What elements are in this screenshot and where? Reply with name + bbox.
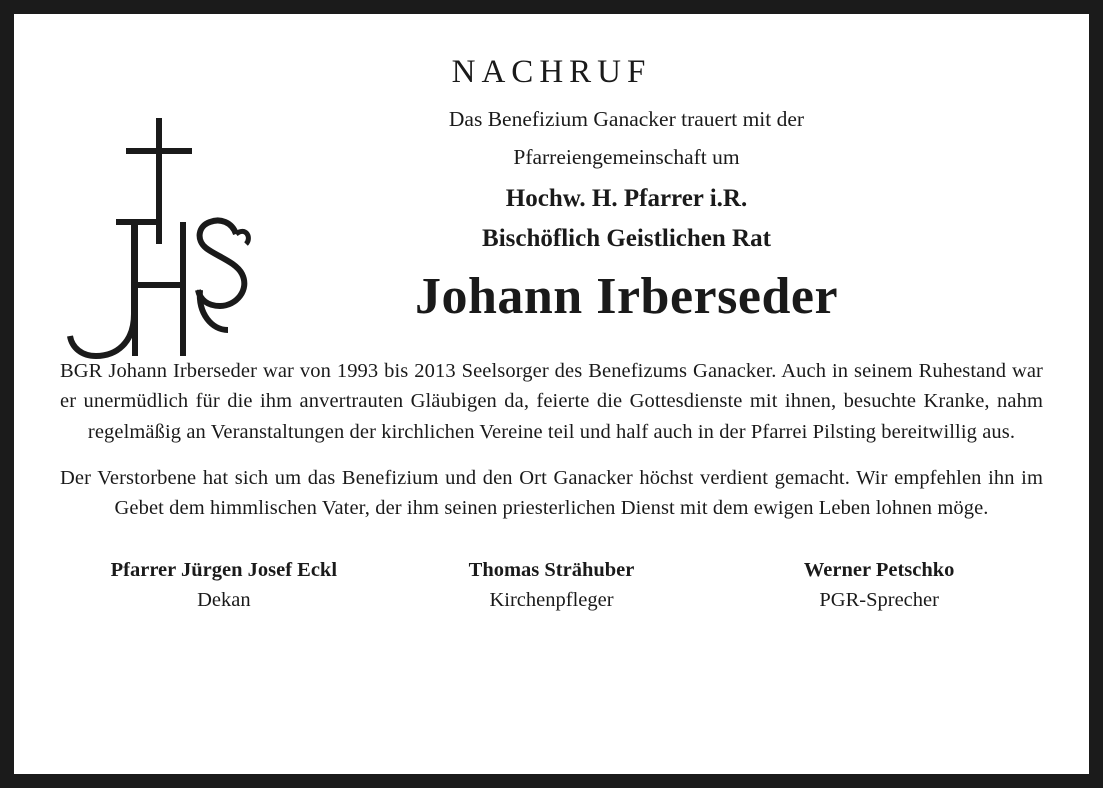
ihs-christogram-with-cross-icon [60, 118, 260, 368]
signatory-name: Pfarrer Jürgen Josef Eckl [110, 558, 338, 581]
signatory-role: Dekan [197, 588, 251, 611]
signatory [715, 557, 1043, 615]
page-title: NACHRUF [451, 54, 652, 90]
intro-line-1: Das Benefizium Ganacker trauert mit der [448, 107, 805, 131]
intro-line-2: Pfarreiengemeinschaft um [513, 145, 740, 170]
clerical-title-line-1: Hochw. H. Pfarrer i.R. [505, 184, 748, 212]
obituary-body [60, 356, 1043, 523]
signatory [388, 557, 716, 615]
signatory-role: Kirchenpfleger [489, 588, 614, 611]
signatory-role: PGR-Sprecher [819, 588, 939, 611]
signatories [60, 557, 1043, 615]
signatory-name: Thomas Strähuber [468, 558, 635, 581]
obituary-paragraph-2: Der Verstorbene hat sich um das Benefizium und den Ort Ganacker höchst verdient gemacht. Wir empfehlen ihn im Gebet dem himmlischen Vater, der ihm seinen priesterlichen Dienst mit dem ewigen Leben lohnen möge. [60, 466, 1043, 519]
clerical-title-line-2: Bischöflich Geistlichen Rat [482, 224, 771, 252]
deceased-name: Johann Irberseder [414, 268, 839, 326]
signatory [60, 557, 388, 615]
signatory-name: Werner Petschko [803, 558, 955, 581]
obituary-paragraph-1: BGR Johann Irberseder war von 1993 bis 2013 Seelsorger des Benefizums Ganacker. Auch in seinem Ruhestand war er unermüdlich für die ihm anvertrauten Gläubigen da, feierte die Gottesdienste mit ihnen, besuchte Kranke, nahm regelmäßig an Veranstaltungen der kirchlichen Vereine teil und half auch in der Pfarrei Pilsting bereitwillig aus. [60, 360, 1043, 443]
